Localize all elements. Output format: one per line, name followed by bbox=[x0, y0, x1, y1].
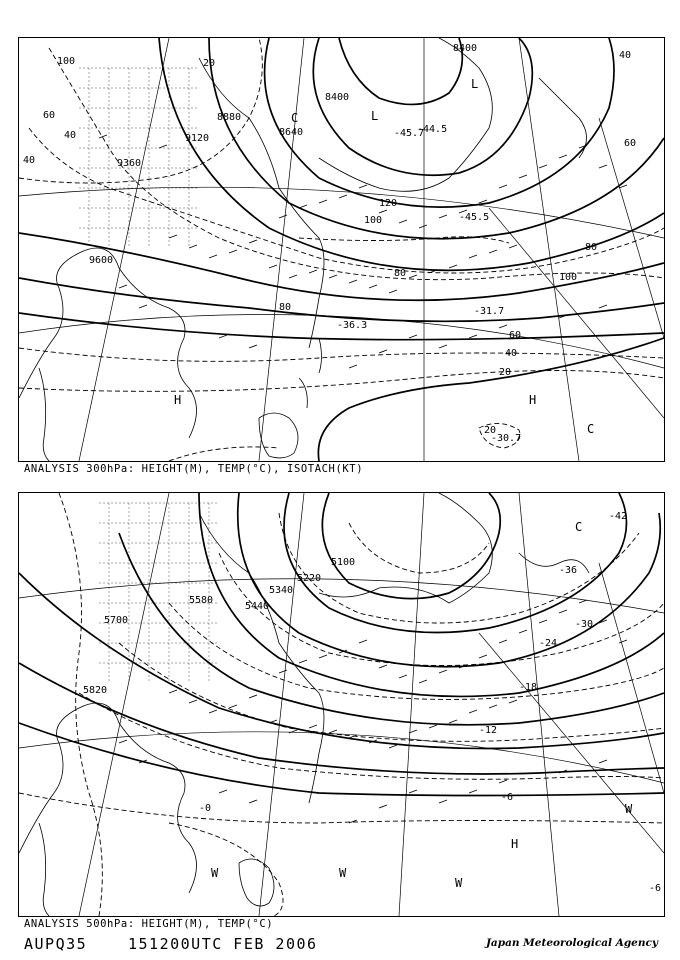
isotherm-label: -18 bbox=[519, 682, 538, 693]
isotach-label: 100 bbox=[57, 56, 76, 67]
isotherm-label: -24 bbox=[539, 638, 558, 649]
height-label: 9360 bbox=[117, 158, 142, 169]
height-label: 5440 bbox=[245, 601, 270, 612]
isotach-label: 20 bbox=[499, 367, 512, 378]
isotach-label: 20 bbox=[203, 58, 216, 69]
agency-name: Japan Meteorological Agency bbox=[485, 937, 658, 949]
chart-500hpa bbox=[18, 492, 665, 917]
high-center-marker: H bbox=[174, 393, 182, 407]
chart-500hpa-caption: ANALYSIS 500hPa: HEIGHT(M), TEMP(°C) bbox=[24, 918, 274, 930]
high-center-marker: H bbox=[529, 393, 537, 407]
isotherm-label: -0 bbox=[199, 803, 212, 814]
isotach-label: 120 bbox=[379, 198, 398, 209]
chart-300hpa-caption: ANALYSIS 300hPa: HEIGHT(M), TEMP(°C), ISOTACH(KT) bbox=[24, 463, 364, 475]
warm-center-marker: W bbox=[339, 866, 347, 880]
height-contours bbox=[19, 493, 664, 796]
isotach-label: 40 bbox=[23, 155, 36, 166]
isotach-label: 60 bbox=[43, 110, 56, 121]
cold-center-marker: C bbox=[575, 520, 583, 534]
isotach-label: 40 bbox=[619, 50, 632, 61]
height-label: 5340 bbox=[269, 585, 294, 596]
isotach-label: 80 bbox=[585, 242, 598, 253]
temp-label: -45.7 bbox=[394, 128, 425, 139]
height-label: 5220 bbox=[297, 573, 322, 584]
height-label: 8880 bbox=[217, 112, 242, 123]
isotach-label: 40 bbox=[64, 130, 77, 141]
map-500hpa bbox=[19, 493, 664, 916]
coastlines bbox=[19, 38, 587, 461]
temp-label: -36.3 bbox=[337, 320, 368, 331]
isotach-label: 60 bbox=[624, 138, 637, 149]
isotach-label: 60 bbox=[509, 330, 522, 341]
isotherm-label: -12 bbox=[479, 725, 498, 736]
warm-center-marker: W bbox=[211, 866, 219, 880]
cold-center-marker: C bbox=[291, 111, 299, 125]
height-label: 5580 bbox=[189, 595, 214, 606]
isotherm-label: -6 bbox=[649, 883, 662, 894]
chart-300hpa bbox=[18, 37, 665, 462]
isotach-label: 40 bbox=[505, 348, 518, 359]
isotherm-label: -42 bbox=[609, 511, 628, 522]
height-label: 5820 bbox=[83, 685, 108, 696]
temp-label: -45.5 bbox=[459, 212, 490, 223]
height-contours bbox=[19, 38, 664, 340]
isotach-label: 80 bbox=[394, 268, 407, 279]
valid-time: 151200UTC FEB 2006 bbox=[128, 935, 318, 953]
warm-center-marker: W bbox=[625, 802, 633, 816]
product-id: AUPQ35 bbox=[24, 935, 88, 953]
wind-barbs bbox=[119, 600, 627, 823]
height-label: 9600 bbox=[89, 255, 114, 266]
isotach-label: 20 bbox=[484, 425, 497, 436]
height-label: 5700 bbox=[104, 615, 129, 626]
temp-label: -44.5 bbox=[417, 124, 448, 135]
warm-center-marker: W bbox=[455, 876, 463, 890]
isotherm-label: -6 bbox=[501, 792, 514, 803]
wind-barbs bbox=[99, 135, 627, 368]
temp-label: -31.7 bbox=[474, 306, 505, 317]
height-label: 8400 bbox=[453, 43, 478, 54]
isotherm-label: -36 bbox=[559, 565, 578, 576]
isotherm-label: -30 bbox=[575, 619, 594, 630]
height-label: 5100 bbox=[331, 557, 356, 568]
isotach-label: 80 bbox=[279, 302, 292, 313]
isotach-label: 100 bbox=[559, 272, 578, 283]
low-center-marker: L bbox=[371, 109, 379, 123]
temp-label: -30.7 bbox=[491, 433, 522, 444]
height-label: 8400 bbox=[325, 92, 350, 103]
height-label: 8640 bbox=[279, 127, 304, 138]
isotach-label: 100 bbox=[364, 215, 383, 226]
high-center-marker: H bbox=[511, 837, 519, 851]
low-center-marker: L bbox=[471, 77, 479, 91]
cold-center-marker: C bbox=[587, 422, 595, 436]
map-300hpa bbox=[19, 38, 664, 461]
height-label: 9120 bbox=[185, 133, 210, 144]
